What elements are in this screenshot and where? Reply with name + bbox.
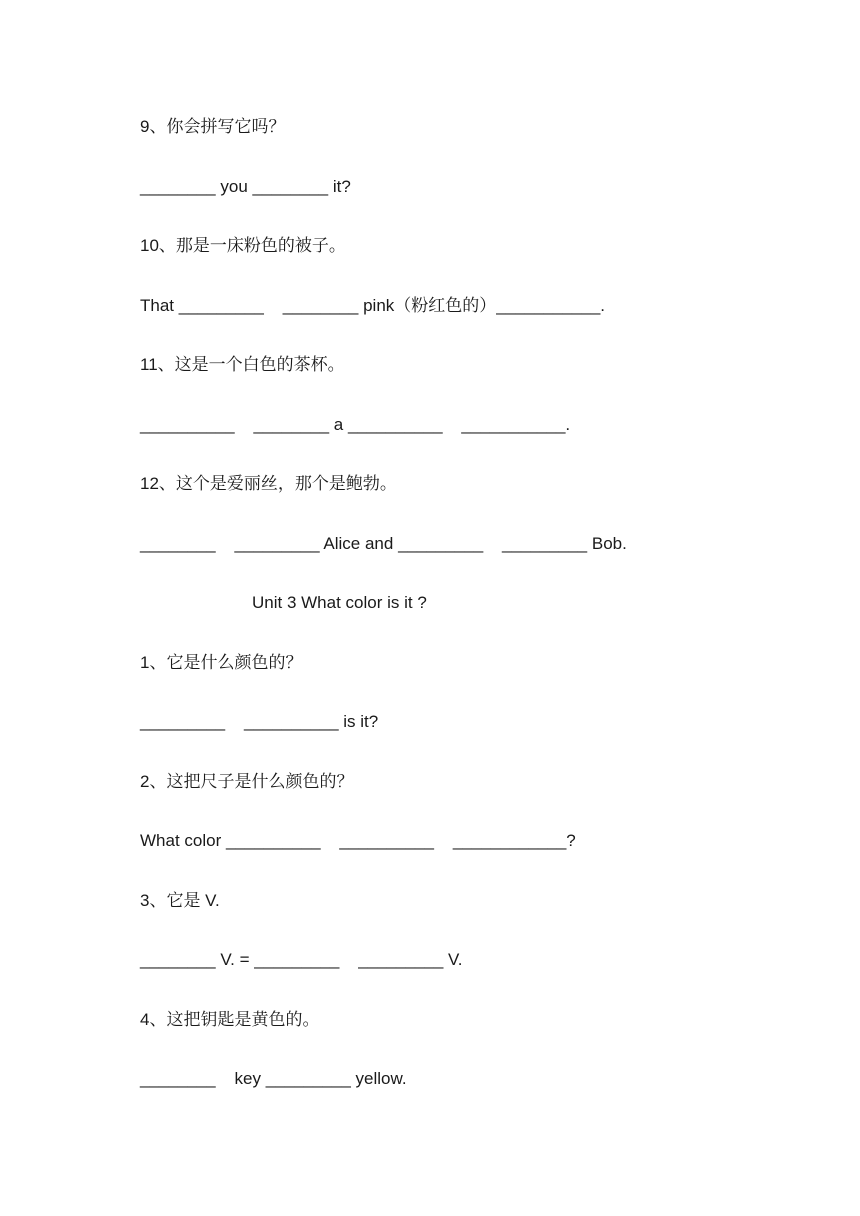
unit3-question-2-prompt: 2、这把尺子是什么颜色的？ <box>140 772 354 791</box>
question-10-prompt: 10、那是一床粉色的被子。 <box>140 236 346 255</box>
unit3-question-1-prompt: 1、它是什么颜色的？ <box>140 653 303 672</box>
question-10-answer-line: That _________ ________ pink（粉红色的）___________. <box>140 296 605 315</box>
unit3-question-1-answer-line: _________ __________ is it? <box>140 712 379 731</box>
question-12-answer-line: ________ _________ Alice and _________ _________ Bob. <box>140 534 627 553</box>
unit3-question-2-answer-line: What color __________ __________ ____________? <box>140 831 576 850</box>
question-11-answer-line: __________ ________ a __________ ___________. <box>140 415 571 434</box>
question-11-prompt: 11、这是一个白色的茶杯。 <box>140 355 345 374</box>
unit-heading: Unit 3 What color is it ? <box>252 593 427 612</box>
unit3-question-4-prompt: 4、这把钥匙是黄色的。 <box>140 1010 320 1029</box>
question-12-prompt: 12、这个是爱丽丝，那个是鲍勃。 <box>140 474 397 493</box>
unit3-question-4-answer-line: ________ key _________ yellow. <box>140 1069 407 1088</box>
unit3-question-3-prompt: 3、它是 V. <box>140 891 220 910</box>
unit3-question-3-answer-line: ________ V. = _________ _________ V. <box>140 950 463 969</box>
question-9-prompt: 9、你会拼写它吗？ <box>140 117 286 136</box>
question-9-answer-line: ________ you ________ it? <box>140 177 351 196</box>
